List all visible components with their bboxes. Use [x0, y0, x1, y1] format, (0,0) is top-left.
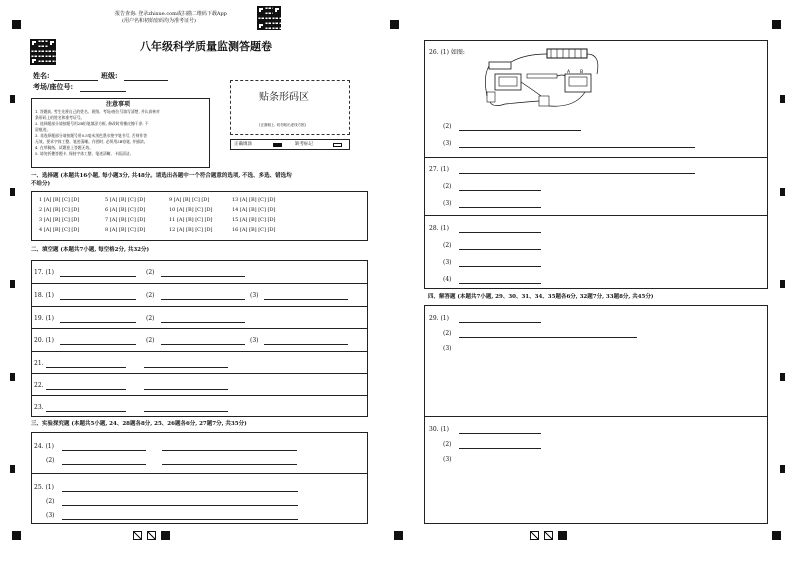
- q30c-label: (3): [443, 456, 452, 463]
- q30b-label: (2): [443, 441, 452, 448]
- answer-line[interactable]: [459, 322, 541, 323]
- q19b-label: (2): [146, 315, 155, 322]
- answer-line[interactable]: [264, 299, 348, 300]
- answer-line[interactable]: [459, 207, 541, 208]
- choice-row[interactable]: 11 [A] [B] [C] [D]: [169, 217, 213, 223]
- q25c-label: (3): [46, 512, 55, 519]
- q27c-label: (3): [443, 200, 452, 207]
- page-mark: [161, 531, 170, 540]
- qr-code: [30, 39, 56, 65]
- timing-mark: [780, 280, 785, 288]
- choice-row[interactable]: 14 [A] [B] [C] [D]: [232, 207, 276, 213]
- answer-line[interactable]: [459, 433, 541, 434]
- choice-row[interactable]: 2 [A] [B] [C] [D]: [39, 207, 80, 213]
- answer-line[interactable]: [46, 389, 126, 390]
- missing-mark-label: 缺考标记: [295, 142, 313, 147]
- barcode-area: [230, 80, 350, 135]
- answer-line[interactable]: [144, 367, 228, 368]
- q25b-label: (2): [46, 498, 55, 505]
- answer-line[interactable]: [161, 299, 245, 300]
- notes-line: 留痕迹。: [35, 127, 51, 132]
- answer-line[interactable]: [459, 337, 637, 338]
- qr-code: [257, 6, 281, 30]
- q29b-label: (2): [443, 330, 452, 337]
- q24b-label: (2): [46, 457, 55, 464]
- timing-mark: [10, 373, 15, 381]
- choice-box: [31, 191, 368, 241]
- page-mark: [544, 531, 553, 540]
- choice-row[interactable]: 9 [A] [B] [C] [D]: [169, 197, 210, 203]
- choice-row[interactable]: 5 [A] [B] [C] [D]: [105, 197, 146, 203]
- notes-line: 条形码上的姓名和准考证号。: [35, 115, 85, 120]
- notes-line: 2. 选择题部分请按题号用2B铅笔填涂方框, 修改时用橡皮擦干净, 不: [35, 121, 149, 126]
- room-field[interactable]: [80, 91, 126, 92]
- q28d-label: (4): [443, 276, 452, 283]
- class-label: 班级:: [101, 71, 118, 80]
- choice-row[interactable]: 8 [A] [B] [C] [D]: [105, 227, 146, 233]
- notes-line: 1. 答题前, 考生先将自己的姓名、班级、考场/座位号填写清楚, 并认真核对: [35, 109, 160, 114]
- section2-title: 二、填空题 (本题共7小题, 每空格2分, 共32分): [31, 247, 150, 253]
- q29-label: 29. (1): [429, 315, 449, 322]
- barcode-hint: (正面朝上, 切勿贴出虚线方框): [259, 123, 306, 127]
- notes-line: 5. 请勿折叠答题卡, 保持字体工整、笔迹清晰、卡面清洁。: [35, 151, 134, 156]
- circuit-diagram: [485, 46, 615, 112]
- page-mark: [147, 531, 156, 540]
- page-title: 八年级科学质量监测答题卷: [140, 40, 272, 53]
- fill-sample: [230, 139, 350, 150]
- answer-line[interactable]: [62, 519, 298, 520]
- q28-label: 28. (1): [429, 225, 449, 232]
- filled-box: [273, 143, 282, 147]
- missing-mark-box[interactable]: [333, 143, 342, 147]
- q27-label: 27. (1): [429, 166, 449, 173]
- answer-line[interactable]: [62, 491, 298, 492]
- choice-row[interactable]: 13 [A] [B] [C] [D]: [232, 197, 276, 203]
- answer-line[interactable]: [46, 367, 126, 368]
- choice-row[interactable]: 15 [A] [B] [C] [D]: [232, 217, 276, 223]
- timing-mark: [780, 188, 785, 196]
- answer-line[interactable]: [60, 322, 136, 323]
- header-notice-2: (用户名和初始密码均为准考证号): [122, 18, 196, 24]
- choice-row[interactable]: 16 [A] [B] [C] [D]: [232, 227, 276, 233]
- experiment-box: [31, 432, 368, 524]
- choice-row[interactable]: 3 [A] [B] [C] [D]: [39, 217, 80, 223]
- name-field[interactable]: [54, 80, 98, 81]
- answer-line[interactable]: [459, 283, 541, 284]
- answer-line[interactable]: [60, 299, 136, 300]
- label-b: B: [580, 70, 584, 75]
- answer-line[interactable]: [459, 249, 541, 250]
- timing-mark: [10, 188, 15, 196]
- answer-line[interactable]: [459, 266, 541, 267]
- timing-mark: [780, 465, 785, 473]
- q26c-label: (3): [443, 140, 452, 147]
- q20b-label: (2): [146, 337, 155, 344]
- timing-mark: [780, 95, 785, 103]
- notes-line: 无效。要求字体工整、笔迹清晰。作图时, 必须用2B铅笔, 并描浓。: [35, 139, 148, 144]
- answer-line[interactable]: [459, 190, 541, 191]
- class-field[interactable]: [124, 80, 168, 81]
- answer-line[interactable]: [46, 411, 126, 412]
- section1-title-2: 不给分): [31, 181, 51, 187]
- barcode-label: 贴条形码区: [259, 92, 309, 103]
- right-upper-box: [424, 40, 768, 289]
- notes-line: 4. 在草稿纸、试题卷上答题无效。: [35, 145, 93, 150]
- q17-label: 17. (1): [34, 269, 54, 276]
- q26-label: 26. (1) 如图:: [429, 49, 465, 56]
- q26b-label: (2): [443, 123, 452, 130]
- timing-mark: [10, 95, 15, 103]
- q20-label: 20. (1): [34, 337, 54, 344]
- q25-label: 25. (1): [34, 484, 54, 491]
- answer-line[interactable]: [144, 389, 228, 390]
- label-a: A: [567, 70, 571, 75]
- choice-row[interactable]: 6 [A] [B] [C] [D]: [105, 207, 146, 213]
- answer-line[interactable]: [62, 505, 298, 506]
- q18b-label: (2): [146, 292, 155, 299]
- q30-label: 30. (1): [429, 426, 449, 433]
- answer-line[interactable]: [459, 173, 695, 174]
- section1-title: 一、选择题 (本题共16小题, 每小题3分, 共48分。请选出各题中一个符合题意的选项, 不选、多选、错选均: [31, 173, 292, 179]
- answer-line[interactable]: [60, 276, 136, 277]
- page-mark: [133, 531, 142, 540]
- answer-line[interactable]: [264, 344, 348, 345]
- q22-label: 22.: [34, 382, 44, 389]
- q18c-label: (3): [250, 292, 259, 299]
- choice-row[interactable]: 12 [A] [B] [C] [D]: [169, 227, 213, 233]
- fill-blank-box: [31, 260, 368, 417]
- answer-line[interactable]: [459, 130, 581, 131]
- answer-line[interactable]: [162, 450, 297, 451]
- corner-mark: [772, 531, 781, 540]
- timing-mark: [10, 280, 15, 288]
- q18-label: 18. (1): [34, 292, 54, 299]
- answer-line[interactable]: [162, 464, 297, 465]
- corner-mark: [12, 531, 21, 540]
- page-mark: [558, 531, 567, 540]
- right-lower-box: [424, 305, 768, 524]
- section4-title: 四、解答题 (本题共7小题, 29、30、31、34、35题各6分, 32题7分, 33题8分, 共45分): [428, 294, 654, 300]
- answer-line[interactable]: [161, 276, 245, 277]
- page-mark: [530, 531, 539, 540]
- header-notice: 报告查询: 登录zhixue.com或扫描二维码下载App: [115, 11, 227, 17]
- correct-fill-label: 正确填涂: [234, 142, 252, 147]
- corner-mark: [390, 20, 399, 29]
- q28b-label: (2): [443, 242, 452, 249]
- corner-mark: [394, 531, 403, 540]
- timing-mark: [780, 373, 785, 381]
- notes-title: 注意事项: [106, 101, 131, 108]
- timing-mark: [10, 465, 15, 473]
- q23-label: 23.: [34, 404, 44, 411]
- answer-line[interactable]: [62, 464, 146, 465]
- corner-mark: [12, 20, 21, 29]
- q29c-label: (3): [443, 345, 452, 352]
- corner-mark: [772, 20, 781, 29]
- q21-label: 21.: [34, 360, 44, 367]
- answer-line[interactable]: [459, 448, 541, 449]
- choice-row[interactable]: 10 [A] [B] [C] [D]: [169, 207, 213, 213]
- section3-title: 三、实验探究题 (本题共5小题, 24、28题各8分, 25、26题各6分, 27题7分, 共35分): [31, 421, 247, 427]
- q24-label: 24. (1): [34, 443, 54, 450]
- choice-row[interactable]: 4 [A] [B] [C] [D]: [39, 227, 80, 233]
- answer-line[interactable]: [161, 322, 245, 323]
- answer-line[interactable]: [459, 232, 541, 233]
- name-label: 姓名:: [33, 71, 50, 80]
- q27b-label: (2): [443, 183, 452, 190]
- q19-label: 19. (1): [34, 315, 54, 322]
- answer-line[interactable]: [459, 147, 695, 148]
- q17b-label: (2): [146, 269, 155, 276]
- notes-box: [31, 98, 210, 168]
- room-label: 考场/座位号:: [33, 82, 74, 91]
- answer-line[interactable]: [144, 411, 228, 412]
- choice-row[interactable]: 7 [A] [B] [C] [D]: [105, 217, 146, 223]
- answer-line[interactable]: [60, 344, 136, 345]
- choice-row[interactable]: 1 [A] [B] [C] [D]: [39, 197, 80, 203]
- notes-line: 3. 非选择题部分请按题号用0.5毫米黑色墨水签字笔书写, 否则作答: [35, 133, 147, 138]
- q28c-label: (3): [443, 259, 452, 266]
- q20c-label: (3): [250, 337, 259, 344]
- answer-line[interactable]: [62, 450, 146, 451]
- answer-line[interactable]: [161, 344, 245, 345]
